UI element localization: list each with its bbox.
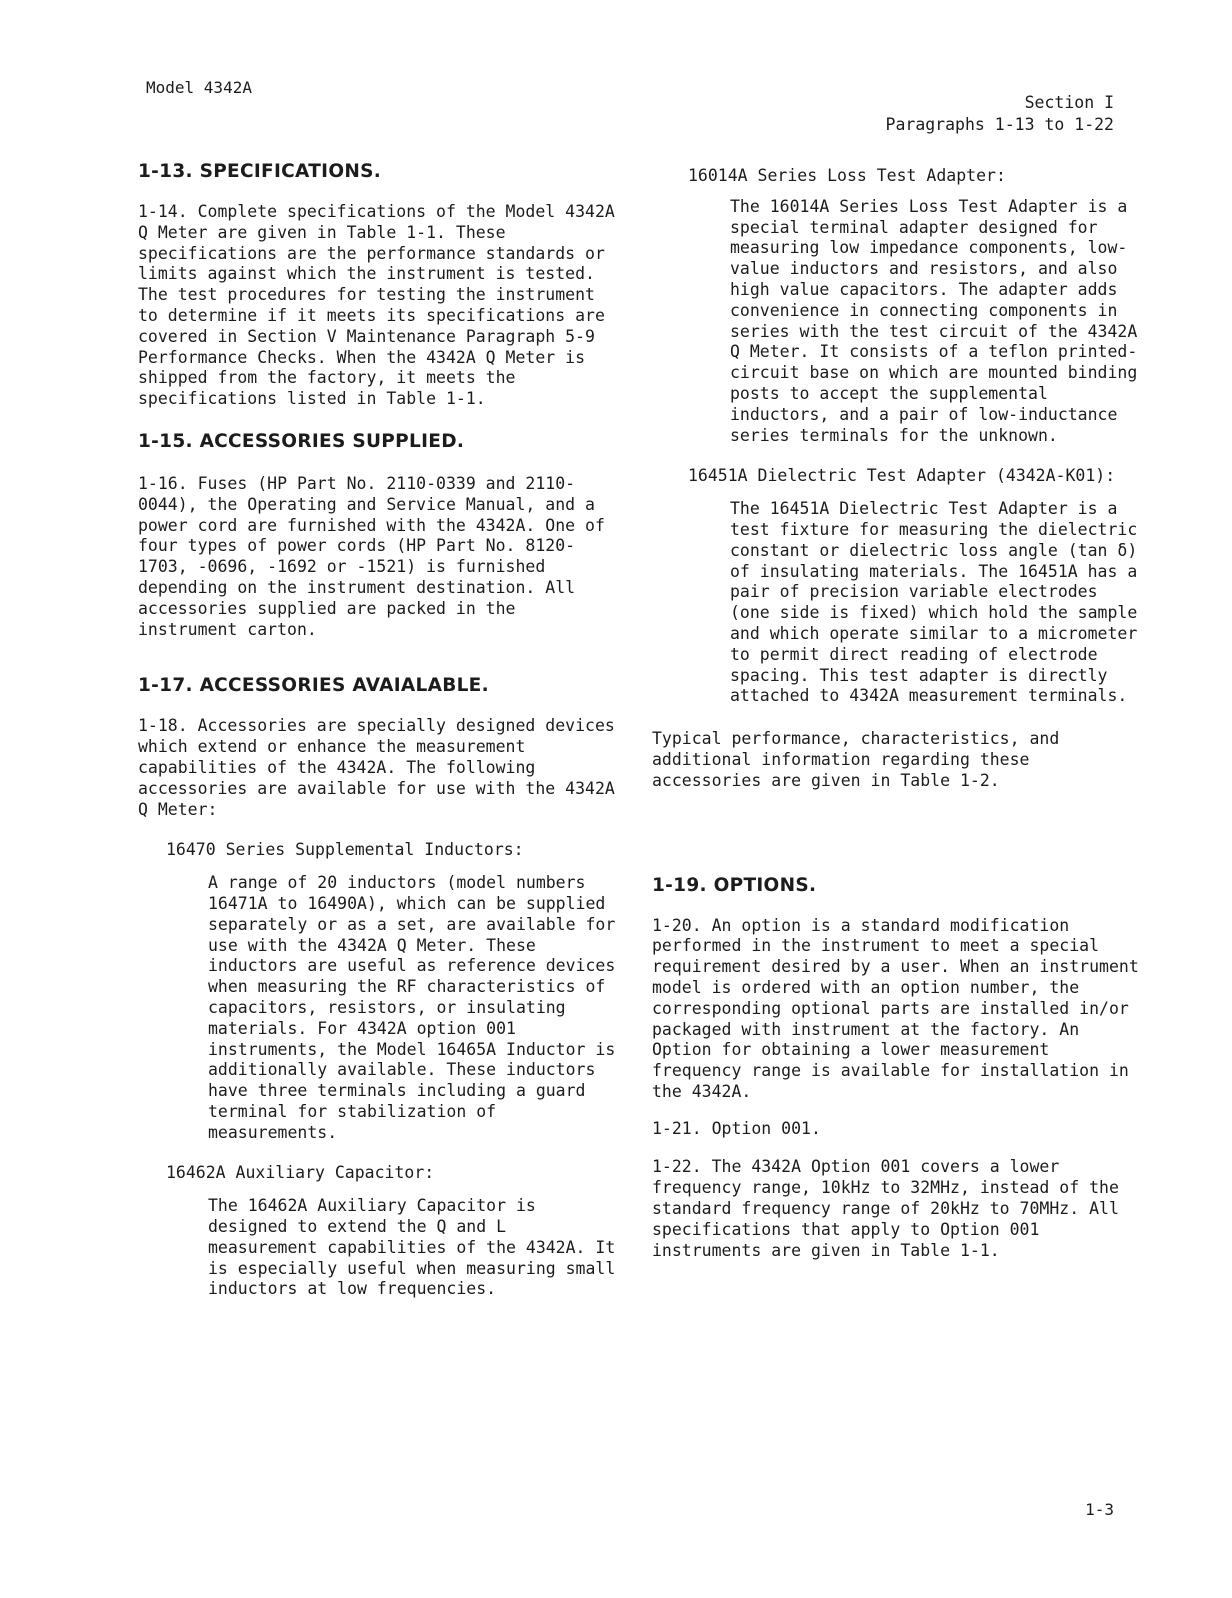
paragraph-16470: A range of 20 inductors (model numbers 16471A to 16490A), which can be supplied separately or as a set, are available for use with the 4342A Q Meter. These inductors are useful as reference devices when measuring the RF characteristics of capacitors, resistors, or insulating materials. For 4342A option 001 instruments, the Model 16465A Inductor is additionally available. These inductors have three terminals including a guard terminal for stabilization of measurements. <box>208 873 616 1142</box>
subheading-16451: 16451A Dielectric Test Adapter (4342A-K01): <box>688 466 1116 486</box>
left-column <box>138 160 618 1300</box>
paragraph-16462: The 16462A Auxiliary Capacitor is designed to extend the Q and L measurement capabilities of the 4342A. It is especially useful when measuring small inductors at low frequencies. <box>208 1196 616 1299</box>
heading-1-17: 1-17. ACCESSORIES AVAIALABLE. <box>138 675 489 697</box>
paragraph-1-14: 1-14. Complete specifications of the Model 4342A Q Meter are given in Table 1-1. These specifications are the performance standards or limits against which the instrument is tested. The test procedures for testing the instrument to determine if it meets its specifications are covered in Section V Maintenance Paragraph 5-9 Performance Checks. When the 4342A Q Meter is shipped from the factory, it meets the specifications listed in Table 1-1. <box>138 202 615 409</box>
paragraph-16451: The 16451A Dielectric Test Adapter is a test fixture for measuring the dielectric constant or dielectric loss angle (tan δ) of insulating materials. The 16451A has a pair of precision variable electrodes (one side is fixed) which hold the sample and which operate similar to a micrometer to permit direct reading of electrode spacing. This test adapter is directly attached to 4342A measurement terminals. <box>730 499 1138 706</box>
paragraph-16014: The 16014A Series Loss Test Adapter is a special terminal adapter designed for measuring low impedance components, low-value inductors and resistors, and also high value capacitors. The adapter adds convenience in connecting components in series with the test circuit of the 4342A Q Meter. It consists of a teflon printed-circuit base on which are mounted binding posts to accept the supplemental inductors, and a pair of low-inductance series terminals for the unknown. <box>730 196 1138 445</box>
right-column <box>652 166 1142 1261</box>
subheading-16470: 16470 Series Supplemental Inductors: <box>166 840 524 860</box>
paragraph-typical-performance: Typical performance, characteristics, and additional information regarding these accessories are given in Table 1-2. <box>652 729 1060 790</box>
heading-1-19: 1-19. OPTIONS. <box>652 874 817 896</box>
header-model: Model 4342A <box>146 78 252 97</box>
paragraph-1-18: 1-18. Accessories are specially designed devices which extend or enhance the measurement capabilities of the 4342A. The following accessories are available for use with the 4342A Q Meter: <box>138 716 615 819</box>
header-section: Section I <box>1024 93 1114 112</box>
subheading-16014: 16014A Series Loss Test Adapter: <box>688 166 1006 185</box>
heading-1-15: 1-15. ACCESSORIES SUPPLIED. <box>138 430 465 452</box>
paragraph-1-22: 1-22. The 4342A Option 001 covers a lower frequency range, 10kHz to 32MHz, instead of the standard frequency range of 20kHz to 70MHz. All specifications that apply to Option 001 instruments are given in Table 1-1. <box>652 1157 1119 1260</box>
header-section-block <box>886 92 1114 136</box>
page-number: 1-3 <box>1085 1500 1114 1519</box>
paragraph-1-20: 1-20. An option is a standard modification performed in the instrument to meet a special requirement desired by a user. When an instrument model is ordered with an option number, the corresponding optional parts are installed in/or packaged with instrument at the factory. An Option for obtaining a lower measurement frequency range is available for installation in the 4342A. <box>652 915 1139 1101</box>
paragraph-1-16: 1-16. Fuses (HP Part No. 2110-0339 and 2110-0044), the Operating and Service Manual, and a power cord are furnished with the 4342A. One of four types of power cords (HP Part No. 8120-1703, -0696, -1692 or -1521) is furnished depending on the instrument destination. All accessories supplied are packed in the instrument carton. <box>138 473 605 639</box>
heading-1-21: 1-21. Option 001. <box>652 1118 821 1138</box>
heading-1-13: 1-13. SPECIFICATIONS. <box>138 161 382 182</box>
subheading-16462: 16462A Auxiliary Capacitor: <box>166 1163 435 1183</box>
header-paragraphs: Paragraphs 1-13 to 1-22 <box>885 115 1114 134</box>
